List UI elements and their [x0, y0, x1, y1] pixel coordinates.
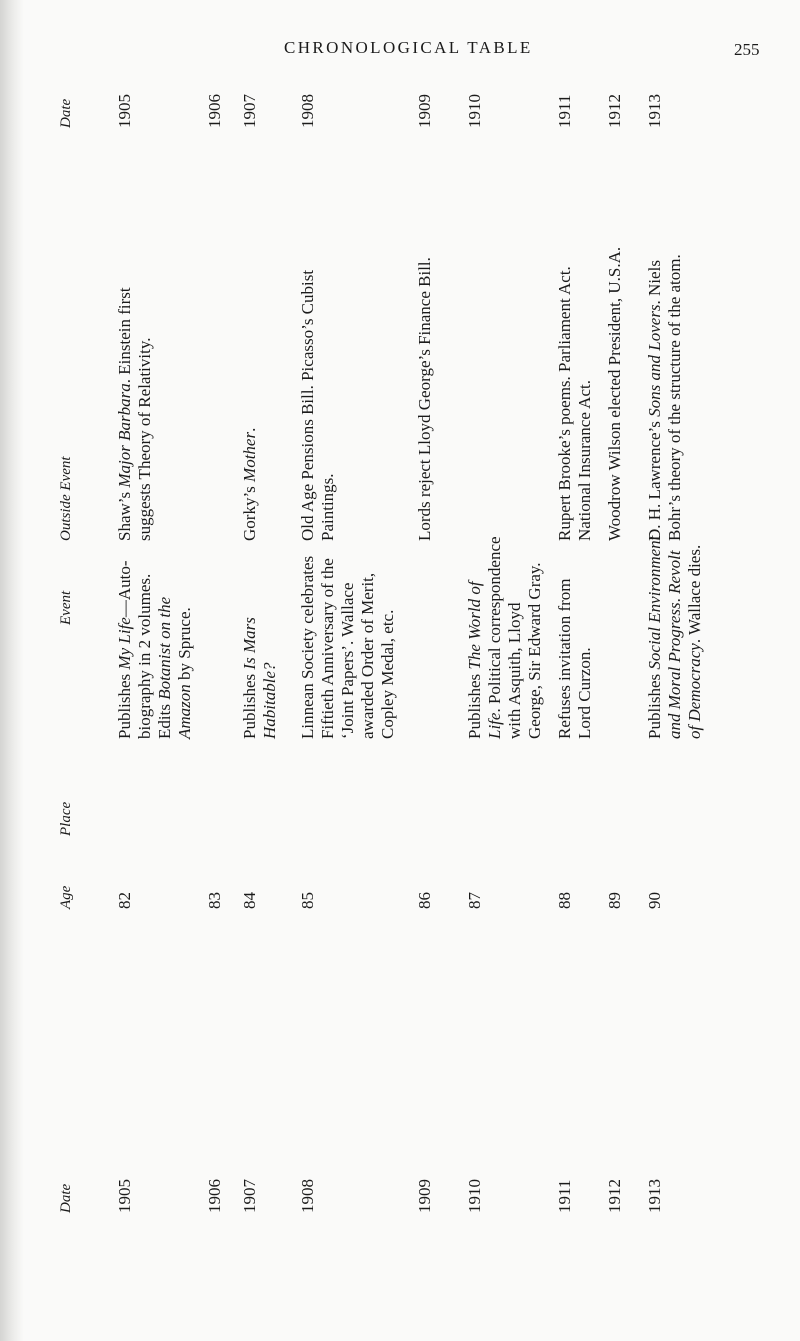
outside-event-line: suggests Theory of Relativity.: [135, 337, 154, 541]
event-line: Habitable?: [260, 662, 279, 739]
row-date-right: 1906: [205, 94, 224, 128]
outside-event-line: Bohr’s theory of the structure of the atom.: [665, 254, 684, 541]
row-date-right: 1910: [465, 94, 484, 128]
row-age: 90: [645, 892, 664, 909]
row-date: 1912: [605, 1179, 624, 1213]
row-date-right: 1913: [645, 94, 664, 128]
row-event: [298, 556, 398, 739]
event-line: Refuses invitation from: [555, 578, 574, 739]
event-line: biography in 2 volumes.: [135, 573, 154, 739]
row-outside-event: [415, 257, 435, 541]
row-age: 89: [605, 892, 624, 909]
outside-event-line: Lords reject Lloyd George’s Finance Bill.: [415, 257, 434, 541]
event-line: Publishes Social Environment: [645, 535, 664, 739]
row-age: 87: [465, 892, 484, 909]
event-line: Amazon by Spruce.: [175, 607, 194, 739]
event-line: of Democracy. Wallace dies.: [685, 544, 704, 739]
row-date: 1911: [555, 1179, 574, 1213]
row-date-right: 1911: [555, 94, 574, 128]
row-outside-event: [605, 247, 625, 541]
row-date: 1908: [298, 1179, 317, 1213]
header-outside-event: Outside Event: [58, 456, 74, 541]
outside-event-line: Old Age Pensions Bill. Picasso’s Cubist: [298, 269, 317, 541]
outside-event-line: Paintings.: [318, 473, 337, 541]
outside-event-line: Gorky’s Mother.: [240, 427, 259, 541]
row-outside-event: [240, 428, 260, 541]
header-date-right: Date: [58, 98, 74, 128]
row-age: 85: [298, 892, 317, 909]
row-event: [645, 536, 705, 739]
header-date: Date: [58, 1183, 74, 1213]
event-line: awarded Order of Merit,: [358, 572, 377, 739]
row-date-right: 1909: [415, 94, 434, 128]
event-line: Publishes Is Mars: [240, 617, 259, 739]
event-line: Linnean Society celebrates: [298, 555, 317, 739]
outside-event-line: National Insurance Act.: [575, 380, 594, 541]
row-age: 83: [205, 892, 224, 909]
outside-event-line: D. H. Lawrence’s Sons and Lovers. Niels: [645, 260, 664, 541]
event-line: ‘Joint Papers’. Wallace: [338, 582, 357, 739]
row-date-right: 1912: [605, 94, 624, 128]
running-head: CHRONOLOGICAL TABLE: [284, 38, 533, 57]
row-date: 1906: [205, 1179, 224, 1213]
row-age: 82: [115, 892, 134, 909]
row-age: 84: [240, 892, 259, 909]
row-event: [465, 536, 545, 739]
header-age: Age: [58, 885, 74, 909]
row-event: [555, 578, 595, 739]
row-date-right: 1905: [115, 94, 134, 128]
outside-event-line: Woodrow Wilson elected President, U.S.A.: [605, 246, 624, 541]
row-date: 1910: [465, 1179, 484, 1213]
event-line: Copley Medal, etc.: [378, 609, 397, 739]
row-outside-event: [645, 254, 685, 541]
event-line: Edits Botanist on the: [155, 596, 174, 739]
header-event: Event: [58, 590, 74, 625]
outside-event-line: Shaw’s Major Barbara. Einstein first: [115, 287, 134, 541]
row-date: 1907: [240, 1179, 259, 1213]
row-age: 86: [415, 892, 434, 909]
page-number: 255: [734, 40, 760, 59]
row-event: [115, 560, 195, 739]
event-line: Lord Curzon.: [575, 647, 594, 739]
row-outside-event: [555, 266, 595, 541]
row-date: 1905: [115, 1179, 134, 1213]
header-place: Place: [58, 801, 74, 836]
event-line: Fiftieth Anniversary of the: [318, 558, 337, 739]
row-date: 1913: [645, 1179, 664, 1213]
row-outside-event: [298, 270, 338, 541]
event-line: and Moral Progress. Revolt: [665, 550, 684, 739]
event-line: Publishes My Life—Auto-: [115, 560, 134, 739]
row-outside-event: [115, 287, 155, 541]
row-date-right: 1907: [240, 94, 259, 128]
event-line: George, Sir Edward Gray.: [525, 562, 544, 739]
row-event: [240, 617, 280, 739]
outside-event-line: Rupert Brooke’s poems. Parliament Act.: [555, 266, 574, 541]
row-date: 1909: [415, 1179, 434, 1213]
row-date-right: 1908: [298, 94, 317, 128]
event-line: with Asquith, Lloyd: [505, 602, 524, 739]
event-line: Life. Political correspondence: [485, 536, 504, 739]
event-line: Publishes The World of: [465, 581, 484, 739]
row-age: 88: [555, 892, 574, 909]
